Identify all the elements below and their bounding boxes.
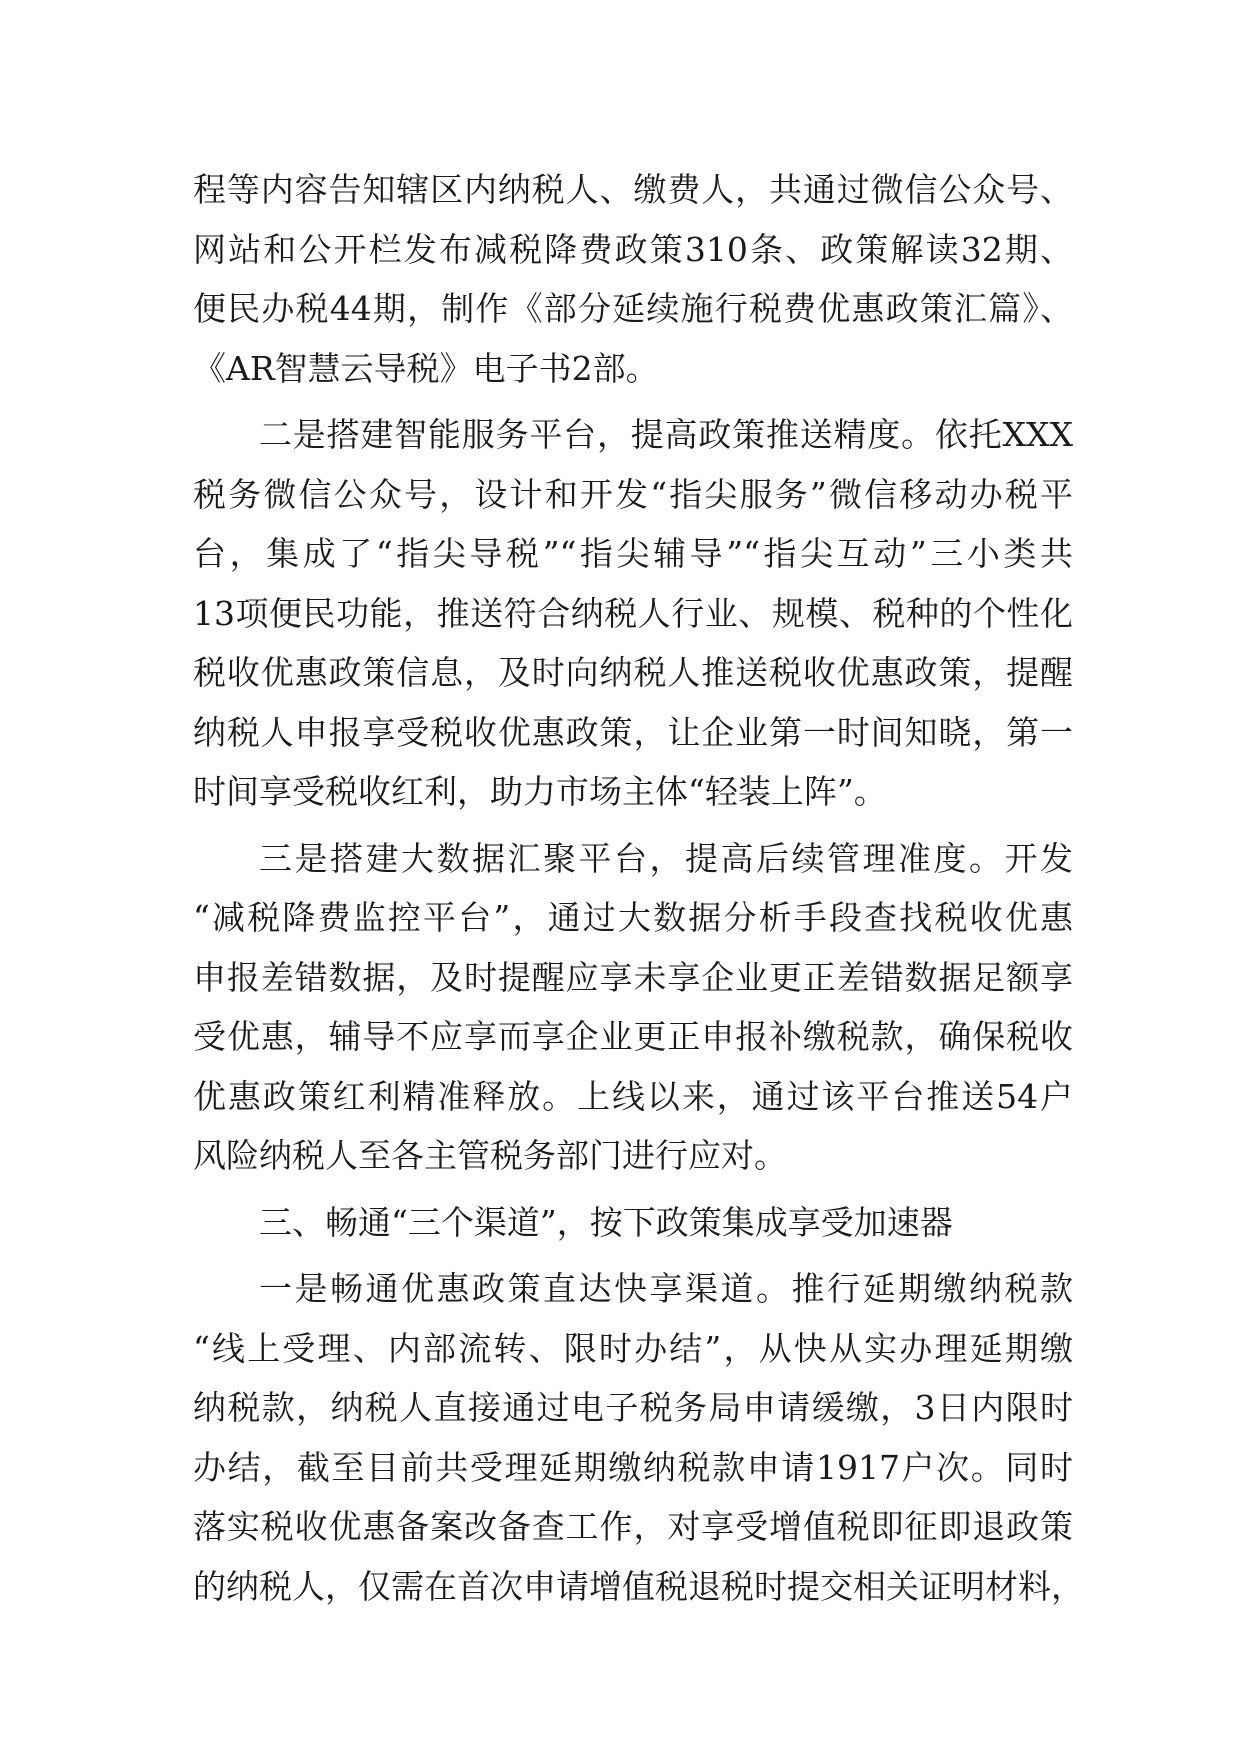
text-line: 纳税款，纳税人直接通过电子税务局申请缓缴，3日内限时 bbox=[193, 1388, 1073, 1427]
paragraph-1 bbox=[193, 160, 1073, 398]
text-line: 网站和公开栏发布减税降费政策310条、政策解读32期、 bbox=[193, 229, 1073, 269]
text-line: 三是搭建大数据汇聚平台，提高后续管理准度。开发 bbox=[259, 838, 1073, 878]
text-line: 一是畅通优惠政策直达快享渠道。推行延期缴纳税款 bbox=[259, 1269, 1073, 1308]
document-body bbox=[193, 160, 1084, 1616]
text-line: 13项便民功能，推送符合纳税人行业、规模、税种的个性化 bbox=[193, 593, 1073, 633]
text-line: 受优惠，辅导不应享而享企业更正申报补缴税款，确保税收 bbox=[193, 1017, 1073, 1056]
text-line: 二是搭建智能服务平台，提高政策推送精度。依托XXX bbox=[259, 415, 1073, 454]
text-line: 便民办税44期，制作《部分延续施行税费优惠政策汇篇》、 bbox=[193, 289, 1073, 328]
text-line: 优惠政策红利精准释放。上线以来，通过该平台推送54户 bbox=[193, 1076, 1073, 1116]
text-line: 风险纳税人至各主管税务部门进行应对。 bbox=[193, 1136, 787, 1175]
section-heading bbox=[193, 1193, 1073, 1253]
text-line: 税务微信公众号，设计和开发“指尖服务”微信移动办税平 bbox=[193, 474, 1073, 514]
text-line: 税收优惠政策信息，及时向纳税人推送税收优惠政策，提醒 bbox=[193, 653, 1073, 692]
text-line: 《AR智慧云导税》电子书2部。 bbox=[193, 348, 659, 388]
text-line: 办结，截至目前共受理延期缴纳税款申请1917户次。同时 bbox=[193, 1447, 1073, 1487]
heading-text: 三、畅通“三个渠道”，按下政策集成享受加速器 bbox=[259, 1202, 953, 1242]
text-line: 的纳税人，仅需在首次申请增值税退税时提交相关证明材料， bbox=[193, 1566, 1084, 1606]
text-line: 落实税收优惠备案改备查工作，对享受增值税即征即退政策 bbox=[193, 1507, 1073, 1546]
paragraph-2 bbox=[193, 405, 1073, 822]
text-line: “减税降费监控平台”，通过大数据分析手段查找税收优惠 bbox=[193, 898, 1073, 937]
paragraph-3 bbox=[193, 829, 1073, 1186]
text-line: 台，集成了“指尖导税”“指尖辅导”“指尖互动”三小类共 bbox=[193, 534, 1073, 573]
text-line: 时间享受税收红利，助力市场主体“轻装上阵”。 bbox=[193, 772, 887, 811]
text-line: “线上受理、内部流转、限时办结”，从快从实办理延期缴 bbox=[193, 1328, 1073, 1368]
text-line: 申报差错数据，及时提醒应享未享企业更正差错数据足额享 bbox=[193, 957, 1073, 997]
text-line: 纳税人申报享受税收优惠政策，让企业第一时间知晓，第一 bbox=[193, 712, 1073, 752]
text-line: 程等内容告知辖区内纳税人、缴费人，共通过微信公众号、 bbox=[193, 170, 1073, 209]
paragraph-5 bbox=[193, 1259, 1084, 1616]
